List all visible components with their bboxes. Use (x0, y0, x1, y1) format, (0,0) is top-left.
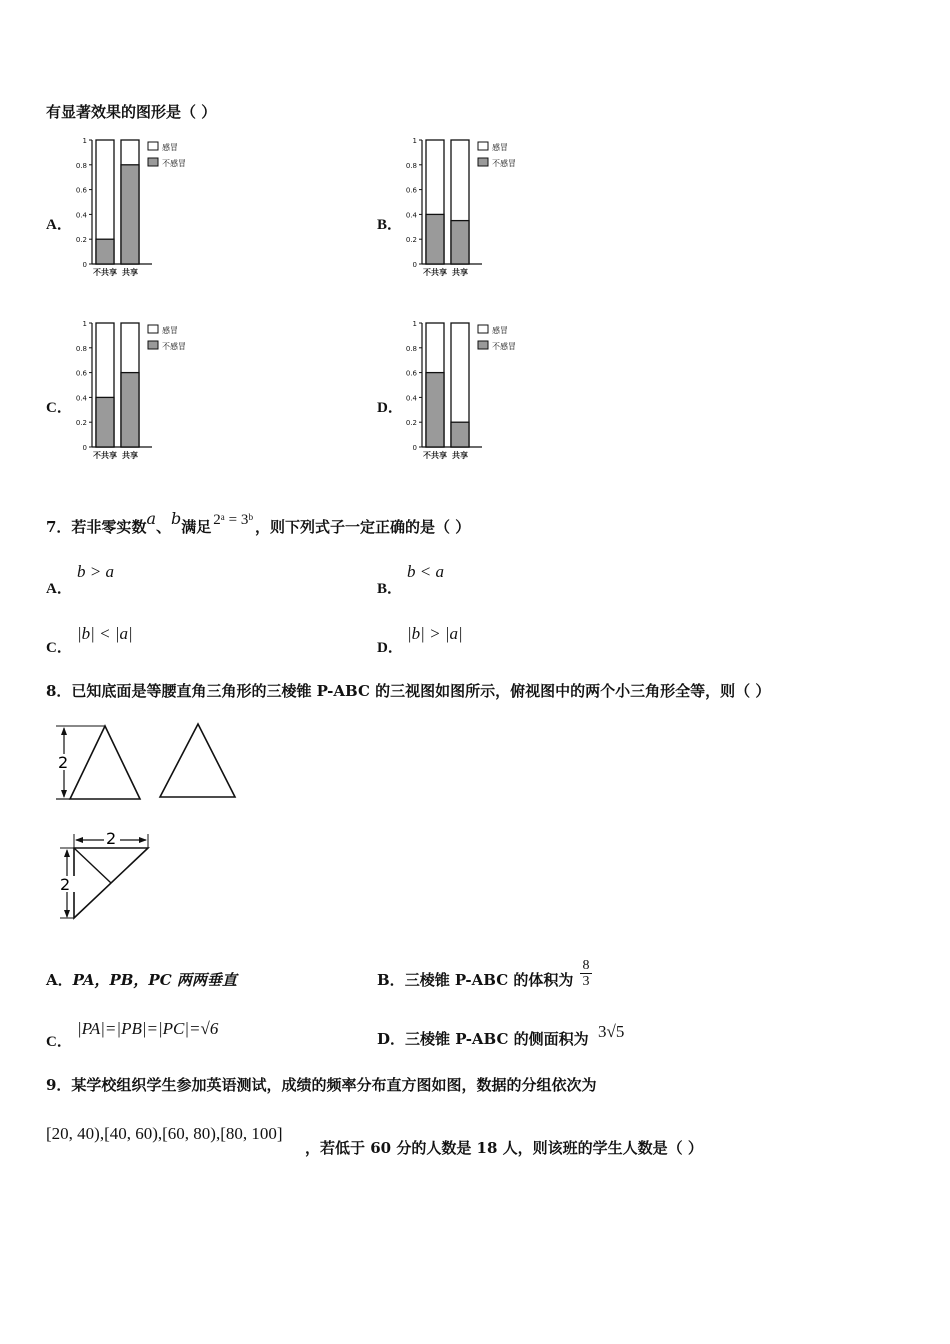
y-tick-label: 0.4 (405, 394, 417, 403)
fraction-numerator: 8 (582, 958, 590, 973)
y-tick-label: 0.6 (75, 369, 87, 378)
y-tick-label: 0.8 (405, 344, 417, 353)
legend-swatch-no-cold (478, 341, 488, 349)
q6-option-d-label: D． (377, 400, 403, 416)
q6-option-a-label: A． (46, 217, 72, 233)
chart-option-b (400, 130, 540, 285)
x-tick-label: 共享 (452, 451, 468, 460)
y-tick-label: 1 (82, 320, 87, 328)
chart-option-d (400, 313, 540, 468)
q8-option-b-label: B． (377, 971, 405, 989)
legend-swatch-no-cold (148, 341, 158, 349)
side-view-triangle (160, 724, 235, 797)
y-tick-label: 1 (412, 320, 417, 328)
bar-value (96, 397, 114, 447)
q7-option-a-expr: b > a (77, 562, 114, 581)
q7-stem-prefix: 7．若非零实数 (46, 518, 147, 536)
bar-value (96, 239, 114, 264)
chart-option-a (70, 130, 210, 285)
q7-stem (46, 509, 471, 537)
three-view-figure (50, 718, 250, 928)
legend-swatch-no-cold (478, 158, 488, 166)
y-tick-label: 0.6 (75, 186, 87, 195)
dim-arrow-left (75, 837, 83, 843)
q7-option-b-label: B． (377, 581, 403, 597)
legend-swatch-cold (478, 142, 488, 150)
y-tick-label: 0.6 (405, 186, 417, 195)
q7-option-c-expr: |b| < |a| (77, 624, 133, 643)
q6-intro: 有显著效果的图形是（ ） (46, 103, 217, 121)
y-tick-label: 0.4 (75, 394, 87, 403)
legend-label-no-cold: 不感冒 (492, 159, 516, 168)
q7-var-b: b (171, 509, 182, 528)
bar-value (426, 373, 444, 447)
q8-option-b-fraction (579, 958, 593, 989)
legend-label-cold: 感冒 (162, 143, 178, 152)
bar-value (451, 221, 469, 264)
y-tick-label: 0.4 (75, 211, 87, 220)
x-tick-label: 共享 (122, 451, 138, 460)
x-tick-label: 不共享 (93, 451, 117, 460)
y-tick-label: 0 (82, 444, 87, 452)
bar-value (121, 373, 139, 447)
x-tick-label: 不共享 (423, 451, 447, 460)
legend-label-cold: 感冒 (162, 326, 178, 335)
y-tick-label: 0 (412, 444, 417, 452)
y-tick-label: 0.2 (405, 236, 417, 245)
bar-value (121, 165, 139, 264)
q8-option-a (46, 971, 237, 989)
q8-option-d-text: 三棱锥 P-ABC 的侧面积为 (405, 1030, 589, 1048)
q9-intervals: [20, 40),[40, 60),[60, 80),[80, 100] (46, 1124, 283, 1143)
dim-arrow-down2 (64, 910, 70, 918)
q8-option-d-expr: 3√5 (598, 1022, 625, 1041)
q7-stem-mid: 满足 (181, 518, 212, 536)
top-view-width-label: 2 (106, 829, 117, 848)
q8-option-a-text: PA，PB，PC 两两垂直 (72, 971, 237, 989)
q8-option-a-label: A． (46, 971, 73, 989)
y-tick-label: 0.8 (405, 161, 417, 170)
y-tick-label: 0.2 (75, 236, 87, 245)
legend-swatch-cold (478, 325, 488, 333)
top-view-height-label: 2 (60, 875, 71, 894)
q8-option-d-label: D． (377, 1030, 406, 1048)
x-tick-label: 共享 (122, 268, 138, 277)
bar-value (451, 422, 469, 447)
legend-swatch-cold (148, 142, 158, 150)
dim-arrow-up (61, 727, 67, 735)
q8-stem: 8．已知底面是等腰直角三角形的三棱锥 P-ABC 的三视图如图所示，俯视图中的两个小三角形全等，则（ ） (46, 682, 771, 700)
q7-sep: 、 (156, 518, 172, 536)
q6-option-b-label: B． (377, 217, 403, 233)
q6-option-c-label: C． (46, 400, 72, 416)
legend-label-cold: 感冒 (492, 143, 508, 152)
q7-var-a: a (146, 509, 156, 528)
dim-arrow-up2 (64, 849, 70, 857)
y-tick-label: 0.4 (405, 211, 417, 220)
q9-stem: 9．某学校组织学生参加英语测试，成绩的频率分布直方图如图，数据的分组依次为 (46, 1076, 597, 1094)
q7-option-d-expr: |b| > |a| (407, 624, 463, 643)
legend-label-no-cold: 不感冒 (162, 159, 186, 168)
dim-arrow-right (139, 837, 147, 843)
legend-label-no-cold: 不感冒 (492, 342, 516, 351)
y-tick-label: 0.8 (75, 344, 87, 353)
y-tick-label: 0.2 (75, 419, 87, 428)
y-tick-label: 0.8 (75, 161, 87, 170)
q8-option-c-expr: |PA|=|PB|=|PC|=√6 (77, 1019, 219, 1038)
fraction-denominator: 3 (582, 974, 590, 989)
q7-option-b-expr: b < a (407, 562, 444, 581)
x-tick-label: 共享 (452, 268, 468, 277)
chart-option-c (70, 313, 210, 468)
y-tick-label: 1 (412, 137, 417, 145)
y-tick-label: 0.6 (405, 369, 417, 378)
dim-arrow-down (61, 790, 67, 798)
q8-option-c-label: C． (46, 1034, 72, 1050)
y-tick-label: 0 (412, 261, 417, 269)
x-tick-label: 不共享 (93, 268, 117, 277)
q8-option-b-text: 三棱锥 P-ABC 的体积为 (404, 971, 574, 989)
legend-swatch-no-cold (148, 158, 158, 166)
front-view-triangle (70, 726, 140, 799)
legend-label-no-cold: 不感冒 (162, 342, 186, 351)
q7-option-a-label: A． (46, 581, 72, 597)
legend-label-cold: 感冒 (492, 326, 508, 335)
q9-stem-suffix: ，若低于 60 分的人数是 18 人，则该班的学生人数是（ ） (305, 1139, 703, 1157)
front-view-dim-label: 2 (58, 753, 69, 772)
q7-option-d-label: D． (377, 640, 403, 656)
q8-option-b (377, 971, 573, 989)
legend-swatch-cold (148, 325, 158, 333)
y-tick-label: 1 (82, 137, 87, 145)
top-view-inner-line (74, 848, 111, 883)
q7-option-c-label: C． (46, 640, 72, 656)
y-tick-label: 0.2 (405, 419, 417, 428)
y-tick-label: 0 (82, 261, 87, 269)
x-tick-label: 不共享 (423, 268, 447, 277)
q8-option-d (377, 1030, 589, 1048)
q7-condition: 2ᵃ = 3ᵇ (213, 512, 253, 528)
q7-stem-suffix: ，则下列式子一定正确的是（ ） (255, 518, 471, 536)
bar-value (426, 214, 444, 264)
